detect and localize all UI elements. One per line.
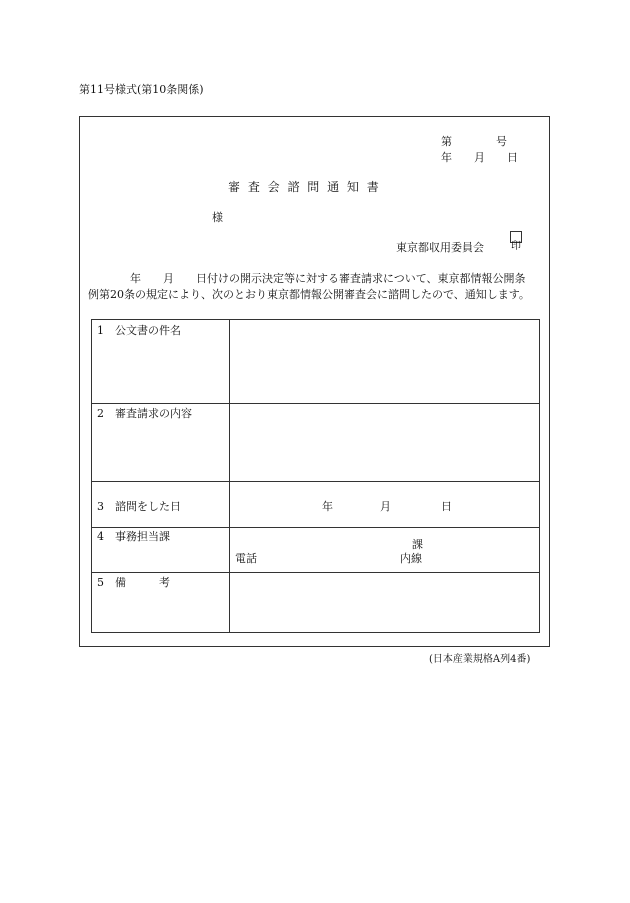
notice-date-label: 年 月 日 (441, 151, 518, 164)
table-row-line (92, 527, 539, 528)
table-row-label: 4 事務担当課 (97, 530, 170, 543)
table-row-line (92, 403, 539, 404)
table-divider (229, 320, 230, 632)
inquiry-date-day: 日 (441, 500, 452, 513)
notice-number-label: 第 号 (441, 135, 507, 148)
notice-body (88, 271, 540, 303)
sender-name: 東京都収用委員会 (396, 241, 484, 254)
table-row-line (92, 572, 539, 573)
section-label: 課 (412, 538, 423, 551)
table-row-line (92, 481, 539, 482)
table-row-label: 2 審査請求の内容 (97, 407, 192, 420)
table-row-label: 1 公文書の件名 (97, 324, 181, 337)
notice-body-line-2: 例第20条の規定により、次のとおり東京都情報公開審査会に諮問したので、通知します。 (88, 288, 530, 301)
paper-size-note: (日本産業規格A列4番) (429, 654, 531, 665)
extension-label: 内線 (400, 552, 422, 565)
seal-character: 印 (511, 241, 521, 252)
table-row-label: 5 備 考 (97, 576, 170, 589)
details-table (91, 319, 540, 633)
inquiry-date-month: 月 (380, 500, 391, 513)
inquiry-date-year: 年 (322, 500, 333, 513)
table-row-label: 3 諮問をした日 (97, 500, 181, 513)
form-number: 第11号様式(第10条関係) (79, 83, 204, 96)
document-title: 審 査 会 諮 問 通 知 書 (228, 180, 381, 194)
phone-label: 電話 (235, 552, 257, 565)
notice-body-line-1: 年 月 日付けの開示決定等に対する審査請求について、東京都情報公開条 (130, 272, 526, 285)
addressee-suffix: 様 (212, 211, 223, 224)
